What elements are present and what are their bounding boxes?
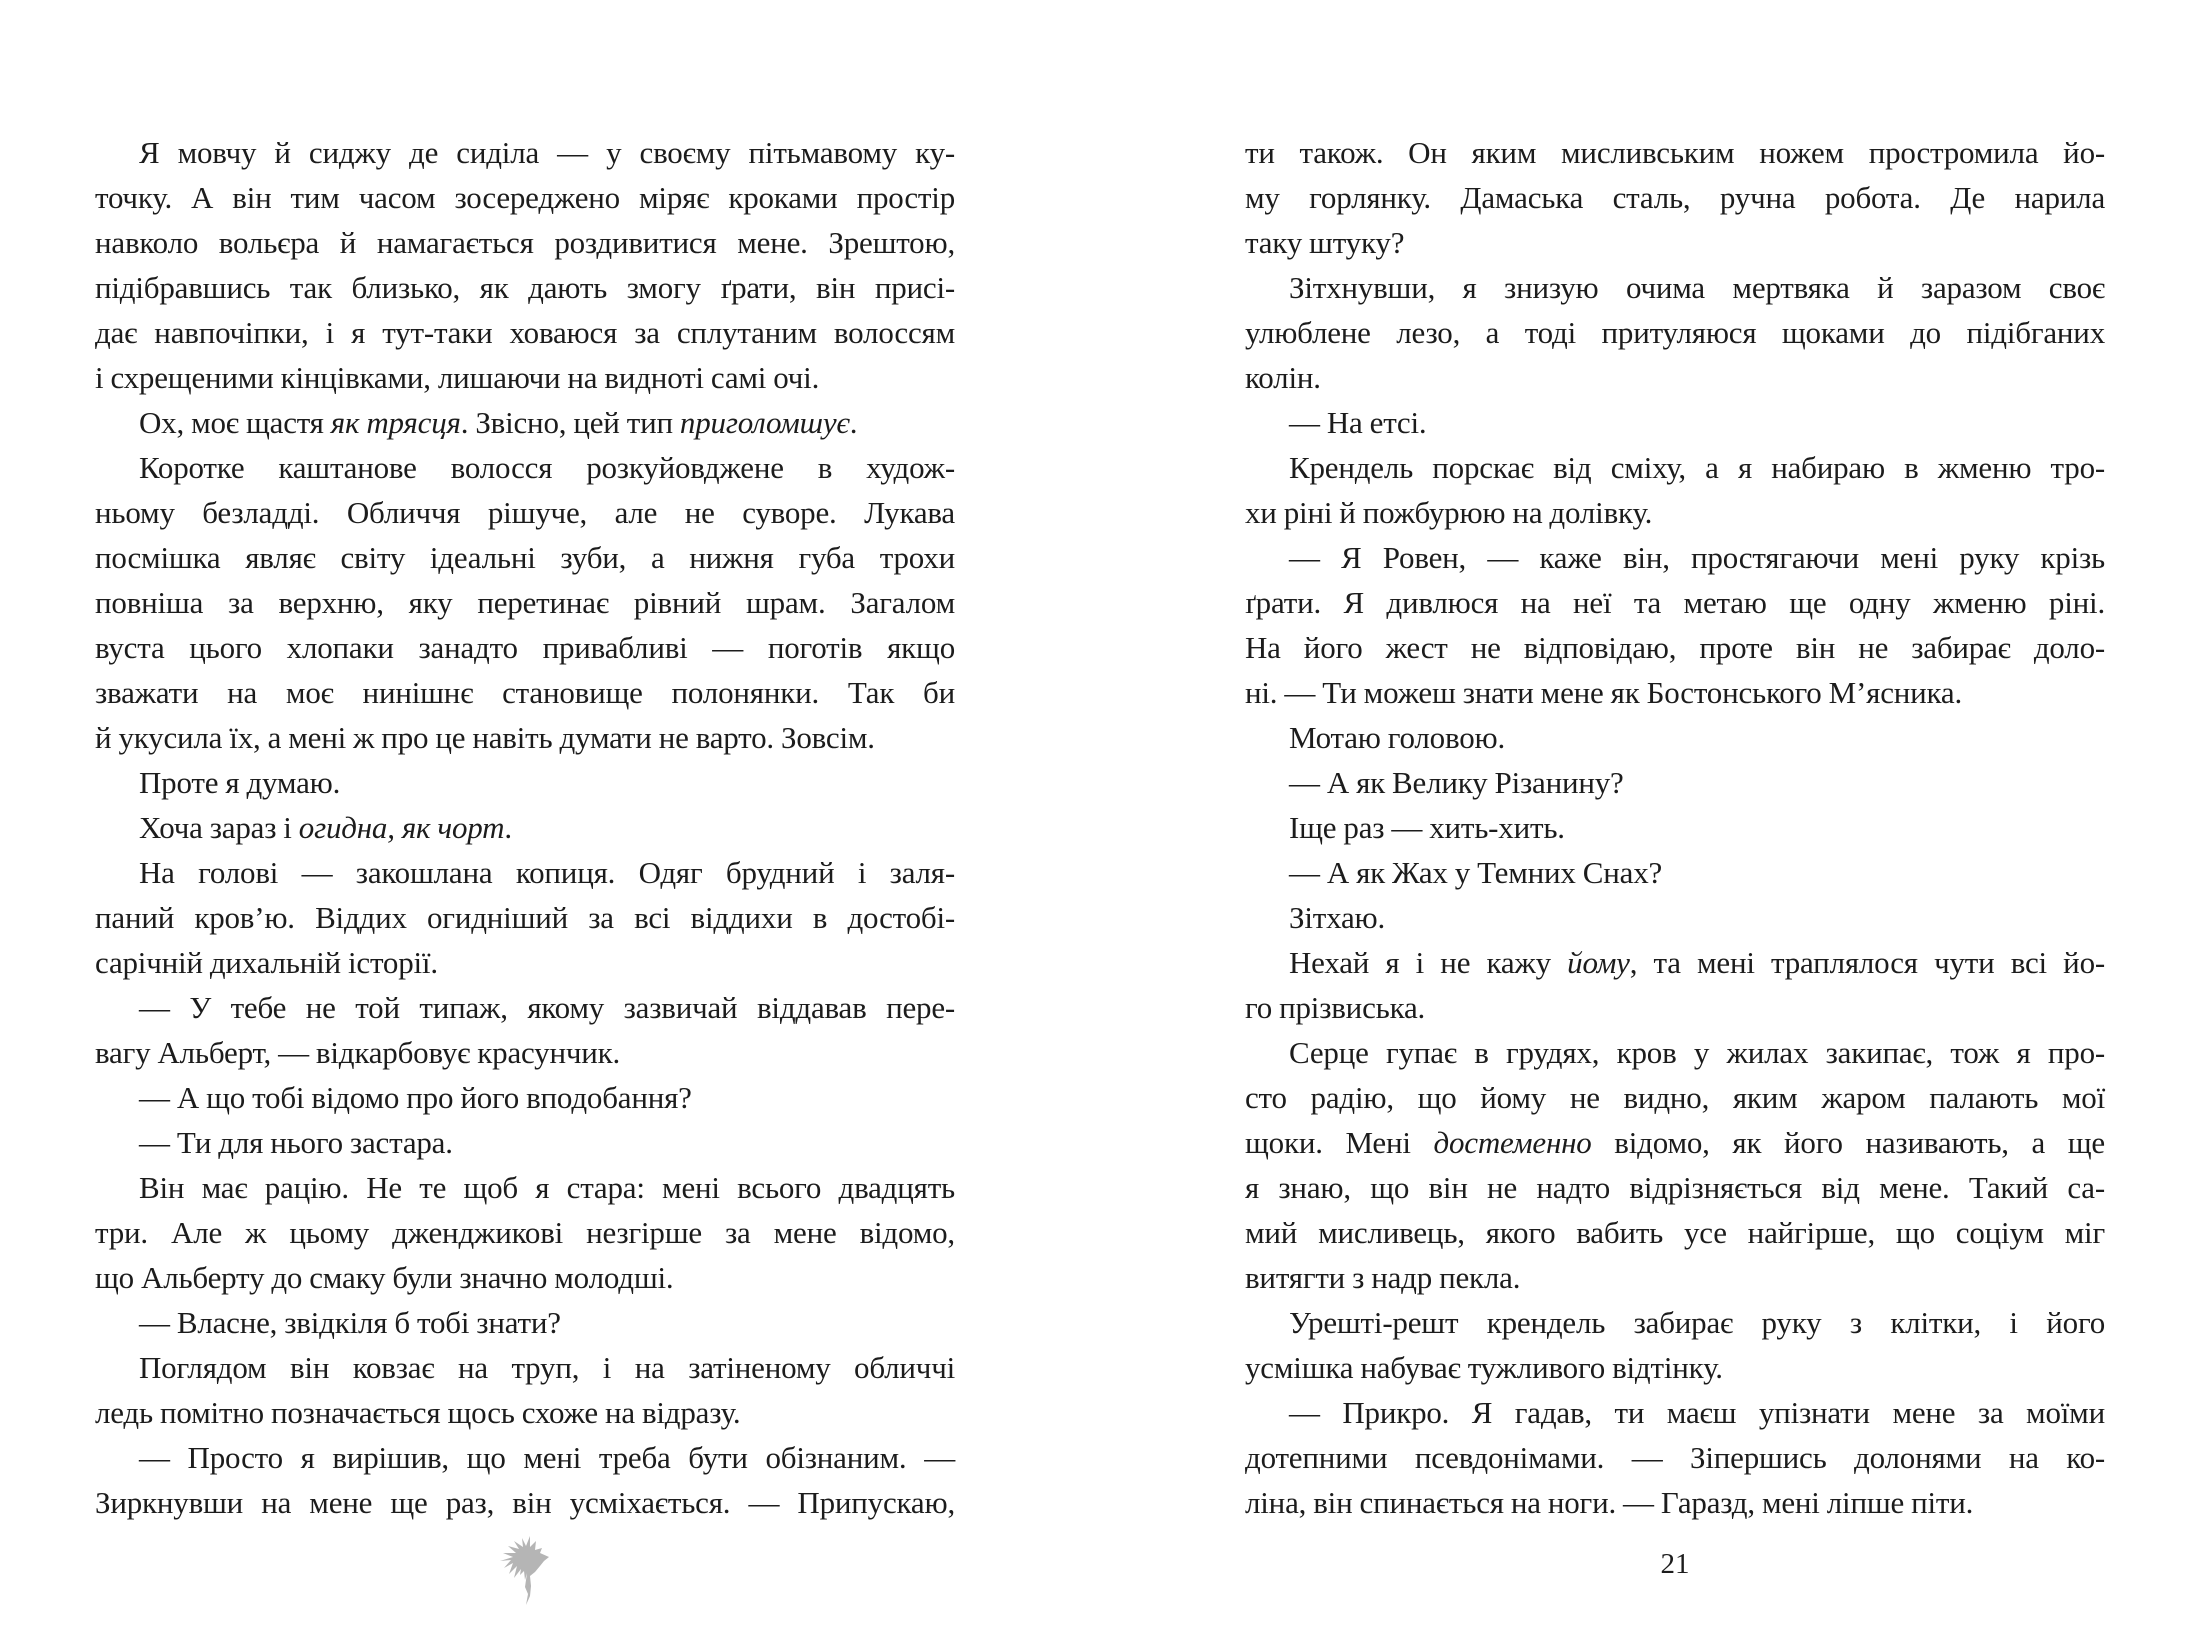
text-segment: ні. — Ти можеш знати мене як Бостонського М’ясника.: [1245, 675, 1963, 710]
text-segment: Нехай я і не кажу: [1289, 945, 1568, 980]
italic-text-segment: достеменно: [1433, 1125, 1592, 1160]
text-segment: точку. А він тим часом зосереджено міряє кроками простір: [95, 180, 955, 215]
text-segment: Мотаю головою.: [1289, 720, 1506, 755]
text-segment: Зітхаю.: [1289, 900, 1386, 935]
text-line: [1245, 535, 2105, 580]
text-line: [1245, 1390, 2105, 1435]
text-segment: відомо, як його називають, а ще: [1591, 1125, 2105, 1160]
text-segment: — Власне, звідкіля б тобі знати?: [139, 1305, 561, 1340]
text-line: [95, 1300, 955, 1345]
text-line: [1245, 445, 2105, 490]
text-segment: — А як Жах у Темних Снах?: [1289, 855, 1663, 890]
text-line: [95, 1030, 955, 1075]
text-line: [1245, 1255, 2105, 1300]
text-line: [95, 1210, 955, 1255]
text-segment: я знаю, що він не надто відрізняється від мене. Такий са-: [1245, 1170, 2105, 1205]
text-segment: витягти з надр пекла.: [1245, 1260, 1521, 1295]
text-segment: Хоча зараз і: [139, 810, 299, 845]
text-line: [95, 625, 955, 670]
text-segment: , та мені траплялося чути всі йо-: [1629, 945, 2105, 980]
text-segment: навколо вольєра й намагається роздивитися мене. Зрештою,: [95, 225, 955, 260]
page-number: 21: [1660, 1548, 1690, 1580]
text-segment: посмішка являє світу ідеальні зуби, а нижня губа трохи: [95, 540, 955, 575]
text-line: [95, 850, 955, 895]
text-line: [1245, 310, 2105, 355]
text-segment: три. Але ж цьому дженджикові незгірше за мене відомо,: [95, 1215, 955, 1250]
text-segment: мий мисливець, якого вабить усе найгірше, що соціум міг: [1245, 1215, 2105, 1250]
text-line: [1245, 1345, 2105, 1390]
text-line: [1245, 175, 2105, 220]
text-segment: ньому безладді. Обличчя рішуче, але не суворе. Лукава: [95, 495, 955, 530]
text-line: [1245, 1300, 2105, 1345]
text-segment: — На етсі.: [1289, 405, 1427, 440]
text-line: [1245, 1030, 2105, 1075]
text-segment: Іще раз — хить-хить.: [1289, 810, 1565, 845]
text-segment: сто радію, що йому не видно, яким жаром палають мої: [1245, 1080, 2105, 1115]
text-line: [1245, 355, 2105, 400]
text-segment: — А що тобі відомо про його вподобання?: [139, 1080, 692, 1115]
text-line: [1245, 760, 2105, 805]
text-segment: повніша за верхню, яку перетинає рівний шрам. Загалом: [95, 585, 955, 620]
text-segment: улюблене лезо, а тоді притуляюся щоками до підібганих: [1245, 315, 2105, 350]
text-line: [95, 940, 955, 985]
text-segment: ґрати. Я дивлюся на неї та метаю ще одну жменю ріні.: [1245, 585, 2105, 620]
text-line: [1245, 1435, 2105, 1480]
text-line: [1245, 1210, 2105, 1255]
text-segment: Зиркнувши на мене ще раз, він усміхається. — Припускаю,: [95, 1485, 955, 1520]
text-line: [95, 130, 955, 175]
text-segment: колін.: [1245, 360, 1321, 395]
text-line: [95, 400, 955, 445]
text-line: [95, 535, 955, 580]
text-segment: На його жест не відповідаю, проте він не забирає доло-: [1245, 630, 2105, 665]
text-line: [95, 490, 955, 535]
text-segment: Серце гупає в грудях, кров у жилах закипає, тож я про-: [1289, 1035, 2105, 1070]
text-line: [1245, 220, 2105, 265]
text-segment: вуста цього хлопаки занадто привабливі — поготів якщо: [95, 630, 955, 665]
text-line: [1245, 625, 2105, 670]
text-segment: Коротке каштанове волосся розкуйовджене в худож-: [139, 450, 955, 485]
text-line: [1245, 1075, 2105, 1120]
text-line: [95, 1435, 955, 1480]
text-segment: ледь помітно позначається щось схоже на відразу.: [95, 1395, 741, 1430]
text-line: [1245, 850, 2105, 895]
italic-text-segment: приголомшує: [679, 405, 850, 440]
text-segment: — Ти для нього застара.: [139, 1125, 453, 1160]
text-line: [1245, 1120, 2105, 1165]
text-line: [95, 310, 955, 355]
text-segment: Ох, моє щастя: [139, 405, 331, 440]
text-segment: ти також. Он яким мисливським ножем простромила йо-: [1245, 135, 2105, 170]
text-line: [95, 760, 955, 805]
text-segment: таку штуку?: [1245, 225, 1405, 260]
text-segment: . Звісно, цей тип: [460, 405, 680, 440]
text-segment: — Просто я вирішив, що мені треба бути обізнаним. —: [139, 1440, 955, 1475]
text-segment: усмішка набуває тужливого відтінку.: [1245, 1350, 1723, 1385]
text-line: [95, 1480, 955, 1525]
text-segment: Поглядом він ковзає на труп, і на затіненому обличчі: [139, 1350, 955, 1385]
text-segment: го прізвиська.: [1245, 990, 1426, 1025]
right-page-text-block: [1245, 130, 2105, 1525]
text-line: [95, 895, 955, 940]
text-line: [1245, 940, 2105, 985]
text-segment: Урешті-решт крендель забирає руку з клітки, і його: [1289, 1305, 2105, 1340]
text-segment: .: [849, 405, 858, 440]
text-segment: хи ріні й пожбурюю на долівку.: [1245, 495, 1653, 530]
text-line: [95, 1255, 955, 1300]
text-segment: зважати на моє нинішнє становище полонянки. Так би: [95, 675, 955, 710]
text-line: [95, 1345, 955, 1390]
text-segment: ліна, він спинається на ноги. — Гаразд, мені ліпше піти.: [1245, 1485, 1974, 1520]
text-segment: — Я Ровен, — каже він, простягаючи мені руку крізь: [1289, 540, 2105, 575]
text-segment: На голові — закошлана копиця. Одяг брудний і заля-: [139, 855, 955, 890]
text-segment: — Прикро. Я гадав, ти маєш упізнати мене за моїми: [1289, 1395, 2105, 1430]
text-line: [1245, 490, 2105, 535]
text-line: [95, 715, 955, 760]
text-segment: й укусила їх, а мені ж про це навіть думати не варто. Зовсім.: [95, 720, 875, 755]
text-line: [1245, 895, 2105, 940]
text-line: [95, 805, 955, 850]
text-segment: Проте я думаю.: [139, 765, 341, 800]
text-line: [1245, 715, 2105, 760]
raven-icon: [497, 1530, 557, 1608]
text-segment: що Альберту до смаку були значно молодші.: [95, 1260, 674, 1295]
text-line: [95, 580, 955, 625]
text-line: [1245, 580, 2105, 625]
text-line: [95, 985, 955, 1030]
italic-text-segment: йому: [1567, 945, 1630, 980]
text-line: [95, 175, 955, 220]
text-segment: підібравшись так близько, як дають змогу ґрати, він присі-: [95, 270, 955, 305]
text-line: [1245, 1165, 2105, 1210]
raven-silhouette: [500, 1536, 549, 1605]
text-segment: Я мовчу й сиджу де сиділа — у своєму пітьмавому ку-: [139, 135, 955, 170]
text-line: [1245, 265, 2105, 310]
text-line: [1245, 1480, 2105, 1525]
text-segment: Крендель порскає від сміху, а я набираю в жменю тро-: [1289, 450, 2105, 485]
text-line: [1245, 985, 2105, 1030]
text-segment: вагу Альберт, — відкарбовує красунчик.: [95, 1035, 621, 1070]
italic-text-segment: як трясця: [330, 405, 461, 440]
text-segment: Зітхнувши, я знизую очима мертвяка й заразом своє: [1289, 270, 2105, 305]
text-line: [95, 1120, 955, 1165]
text-segment: і схрещеними кінцівками, лишаючи на видноті самі очі.: [95, 360, 820, 395]
text-segment: паний кров’ю. Віддих огидніший за всі віддихи в достобі-: [95, 900, 955, 935]
text-line: [95, 1390, 955, 1435]
text-line: [95, 265, 955, 310]
text-segment: дотепними псевдонімами. — Зіпершись долонями на ко-: [1245, 1440, 2105, 1475]
text-segment: дає навпочіпки, і я тут-таки ховаюся за сплутаним волоссям: [95, 315, 955, 350]
text-line: [1245, 805, 2105, 850]
text-line: [95, 445, 955, 490]
text-line: [1245, 670, 2105, 715]
text-segment: — У тебе не той типаж, якому зазвичай віддавав пере-: [139, 990, 955, 1025]
text-line: [1245, 400, 2105, 445]
text-segment: .: [504, 810, 512, 845]
text-line: [1245, 130, 2105, 175]
text-segment: Він має рацію. Не те щоб я стара: мені всього двадцять: [139, 1170, 955, 1205]
left-page-text-block: [95, 130, 955, 1525]
italic-text-segment: огидна, як чорт: [298, 810, 505, 845]
text-segment: сарічній дихальній історії.: [95, 945, 438, 980]
text-segment: — А як Велику Різанину?: [1289, 765, 1624, 800]
text-line: [95, 670, 955, 715]
text-line: [95, 355, 955, 400]
text-line: [95, 1075, 955, 1120]
text-segment: му горлянку. Дамаська сталь, ручна робота. Де нарила: [1245, 180, 2105, 215]
text-line: [95, 220, 955, 265]
text-line: [95, 1165, 955, 1210]
text-segment: щоки. Мені: [1245, 1125, 1434, 1160]
